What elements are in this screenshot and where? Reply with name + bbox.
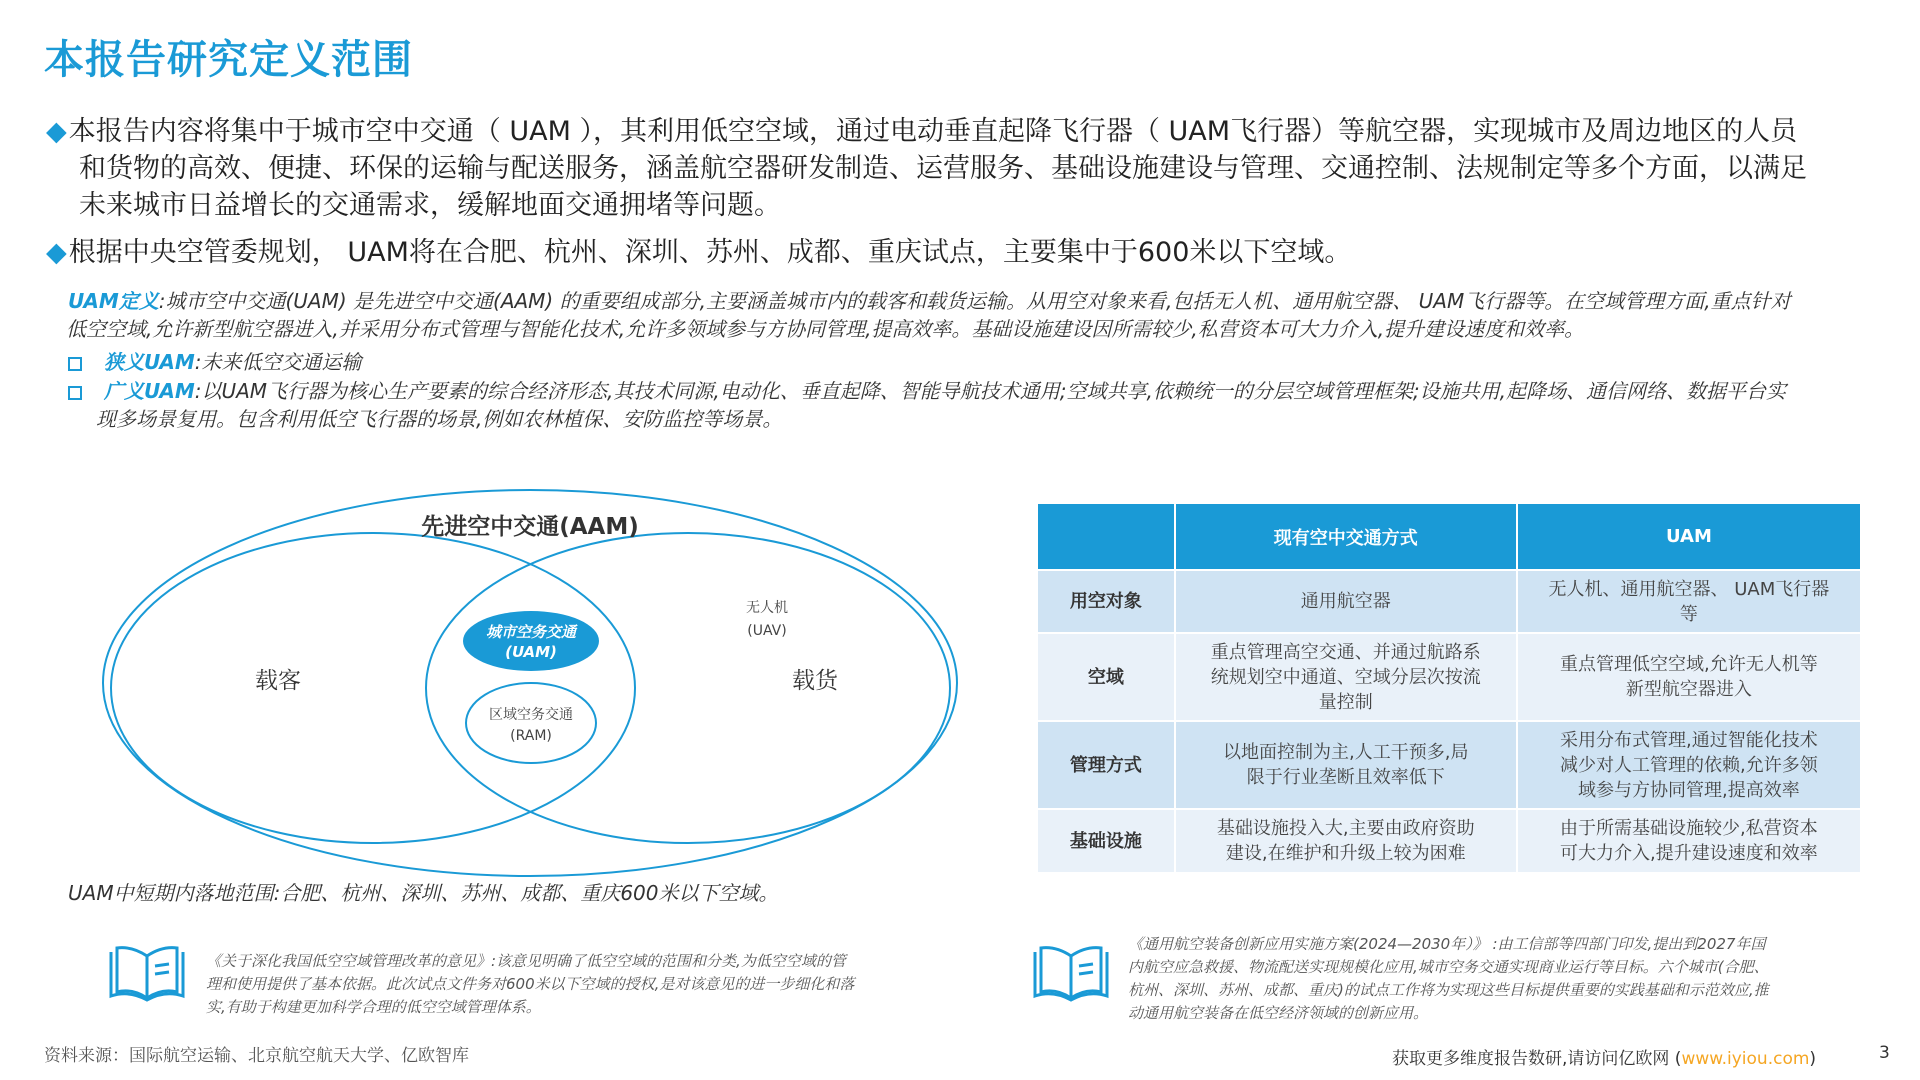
aam-label: 先进空中交通(AAM) xyxy=(421,514,639,540)
square-bullet-icon xyxy=(68,386,82,400)
table-cell: 重点管理低空空域,允许无人机等 新型航空器进入 xyxy=(1517,633,1861,721)
aam-venn-diagram xyxy=(100,488,980,878)
uav-abbr: (UAV) xyxy=(747,623,787,639)
footer-promo: 获取更多维度报告数研,请访问亿欧网 (www.iyiou.com) xyxy=(1392,1049,1817,1069)
row-head: 空域 xyxy=(1037,633,1175,721)
broad-uam: 广义UAM:以UAM飞行器为核心生产要素的综合经济形态,其技术同源,电动化、垂直起降、智能导航技术通用;空域共享,依赖统一的分层空域管理框架;设施共用,起降场、通信网络、数据平台实 现多场景复用。包含利用低空飞行器的场景,例如农林植保、安防监控等场景。 xyxy=(68,377,1888,433)
page-title: 本报告研究定义范围 xyxy=(44,37,413,83)
table-header-uam: UAM xyxy=(1517,503,1861,570)
ram-ellipse xyxy=(466,683,596,763)
uam-definition: UAM定义:城市空中交通(UAM) 是先进空中交通(AAM) 的重要组成部分,主要涵盖城市内的载客和载货运输。从用空对象来看,包括无人机、通用航空器、 UAM飞行器等。在空域管理方面,重点针对 低空空域,允许新型航空器进入,并采用分布式管理与智能化技术,允许多领域参与方协同管理,提高效率。基础设施建设因所需较少,私营资本可大力介入,提升建设速度和效率。 xyxy=(66,289,1791,341)
venn-caption: UAM中短期内落地范围:合肥、杭州、深圳、苏州、成都、重庆600米以下空域。 xyxy=(68,881,779,905)
iyiou-link[interactable]: www.iyiou.com xyxy=(1681,1049,1810,1069)
table-row xyxy=(1037,570,1861,633)
bullet-uam-scope: ◆本报告内容将集中于城市空中交通（ UAM ），其利用低空空域，通过电动垂直起降飞行器（ UAM飞行器）等航空器，实现城市及周边地区的人员 和货物的高效、便捷、环保的运输与配送服务，涵盖航空器研发制造、运营服务、基础设施建设与管理、交通控制、法规制定等多个方面，以满足 未来城市日益增长的交通需求，缓解地面交通拥堵等问题。 xyxy=(46,116,1807,221)
ram-abbr: (RAM) xyxy=(510,728,552,744)
book-icon xyxy=(1031,944,1111,1006)
square-bullet-icon xyxy=(68,357,82,371)
ram-label: 区域空务交通 xyxy=(489,707,573,723)
bullet-pilot-cities: ◆根据中央空管委规划， UAM将在合肥、杭州、深圳、苏州、成都、重庆试点，主要集中于600米以下空域。 xyxy=(46,237,1352,268)
table-cell: 基础设施投入大,主要由政府资助 建设,在维护和升级上较为困难 xyxy=(1175,809,1517,873)
note-right: 《通用航空装备创新应用实施方案(2024—2030年）》 :由工信部等四部门印发,提出到2027年国 内航空应急救援、物流配送实现规模化应用,城市空务交通实现商业运行等目标。六个城市(合肥、 杭州、深圳、苏州、成都、重庆)的试点工作将为实现这些目标提供重要的实践基础和示范效应,推 动通用航空装备在低空经济领域的创新应用。 xyxy=(1128,935,1769,1022)
row-head: 管理方式 xyxy=(1037,721,1175,809)
table-cell: 重点管理高空交通、并通过航路系 统规划空中通道、空域分层次按流 量控制 xyxy=(1175,633,1517,721)
table-cell: 通用航空器 xyxy=(1175,570,1517,633)
table-header-existing: 现有空中交通方式 xyxy=(1175,503,1517,570)
table-cell: 无人机、通用航空器、 UAM飞行器 等 xyxy=(1517,570,1861,633)
table-row xyxy=(1037,633,1861,721)
table-header-corner xyxy=(1037,503,1175,570)
uam-label: 城市空务交通 xyxy=(485,623,577,641)
source-note: 资料来源：国际航空运输、北京航空航天大学、亿欧智库 xyxy=(44,1046,469,1066)
passenger-ellipse xyxy=(111,533,635,843)
table-cell: 由于所需基础设施较少,私营资本 可大力介入,提升建设速度和效率 xyxy=(1517,809,1861,873)
cargo-ellipse xyxy=(426,533,950,843)
passenger-label: 载客 xyxy=(255,668,301,694)
comparison-table xyxy=(1036,502,1862,874)
book-icon xyxy=(107,944,187,1006)
diamond-bullet-icon: ◆ xyxy=(46,237,67,268)
cargo-label: 载货 xyxy=(792,668,838,694)
page-number: 3 xyxy=(1879,1043,1890,1063)
note-left: 《关于深化我国低空空域管理改革的意见》:该意见明确了低空空域的范围和分类,为低空空域的管 理和使用提供了基本依据。此次试点文件务对600米以下空域的授权,是对该意见的进一步细化和落 实,有助于构建更加科学合理的低空空域管理体系。 xyxy=(206,952,855,1016)
uav-label: 无人机 xyxy=(746,600,788,616)
diamond-bullet-icon: ◆ xyxy=(46,116,67,147)
uam-ellipse xyxy=(463,611,599,671)
uam-abbr: (UAM) xyxy=(505,643,557,661)
table-header-row xyxy=(1037,503,1861,570)
table-row xyxy=(1037,809,1861,873)
table-cell: 采用分布式管理,通过智能化技术 减少对人工管理的依赖,允许多领 域参与方协同管理,提高效率 xyxy=(1517,721,1861,809)
row-head: 用空对象 xyxy=(1037,570,1175,633)
table-cell: 以地面控制为主,人工干预多,局 限于行业垄断且效率低下 xyxy=(1175,721,1517,809)
table-row xyxy=(1037,721,1861,809)
row-head: 基础设施 xyxy=(1037,809,1175,873)
narrow-uam: 狭义UAM:未来低空交通运输 xyxy=(68,348,1888,376)
